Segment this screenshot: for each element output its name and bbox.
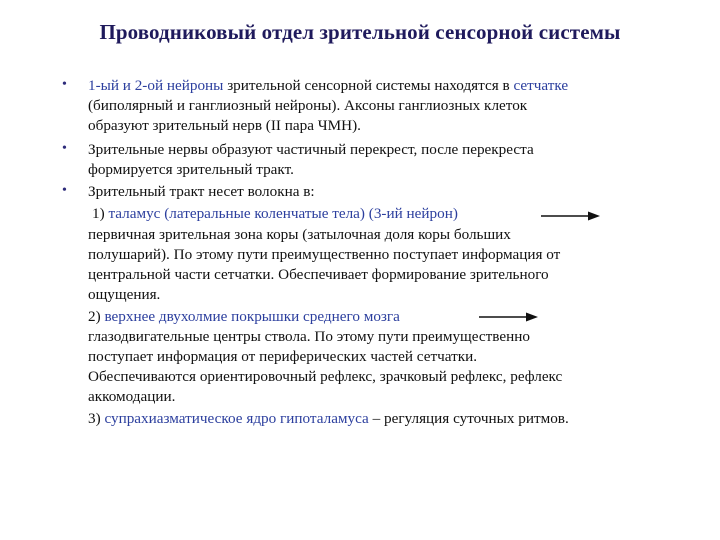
item-1-line-4: центральной части сетчатки. Обеспечивает формирование зрительного bbox=[88, 266, 549, 283]
bullet-1-line-3: образуют зрительный нерв (II пара ЧМН). bbox=[88, 117, 361, 134]
item-1-line-5: ощущения. bbox=[88, 286, 161, 303]
bullet-2-line-2: формируется зрительный тракт. bbox=[88, 161, 294, 178]
item-2-line-5: аккомодации. bbox=[88, 388, 176, 405]
bullet-1-line-1 bbox=[88, 76, 568, 95]
highlight-thalamus: таламус (латеральные коленчатые тела) (3-ий нейрон) bbox=[108, 205, 458, 222]
bullet-1-line-2: (биполярный и ганглиозный нейроны). Аксоны ганглиозных клеток bbox=[88, 97, 528, 114]
bullet-marker: • bbox=[62, 77, 67, 92]
arrow-right-icon bbox=[540, 209, 602, 223]
text-segment: зрительной сенсорной системы находятся в bbox=[223, 77, 514, 94]
item-2-line-1 bbox=[88, 307, 400, 326]
item-2-number: 2) bbox=[88, 308, 105, 325]
item-1-line-3: полушарий). По этому пути преимущественно поступает информация от bbox=[88, 246, 561, 263]
item-2-line-3: поступает информация от периферических частей сетчатки. bbox=[88, 348, 478, 365]
highlight-retina: сетчатке bbox=[513, 77, 569, 94]
slide-title: Проводниковый отдел зрительной сенсорной системы bbox=[99, 20, 621, 44]
bullet-2-line-1: Зрительные нервы образуют частичный перекрест, после перекреста bbox=[88, 141, 534, 158]
item-3-line-1 bbox=[88, 409, 569, 428]
bullet-marker: • bbox=[62, 141, 67, 156]
highlight-neurons: 1-ый и 2-ой нейроны bbox=[88, 77, 224, 94]
bullet-3-line-1: Зрительный тракт несет волокна в: bbox=[88, 183, 315, 200]
highlight-suprachiasmatic-nucleus: супрахиазматическое ядро гипоталамуса bbox=[104, 410, 369, 427]
text-segment: – регуляция суточных ритмов. bbox=[368, 410, 569, 427]
item-1-line-2: первичная зрительная зона коры (затылочная доля коры больших bbox=[88, 226, 511, 243]
item-2-line-4: Обеспечиваются ориентировочный рефлекс, зрачковый рефлекс, рефлекс bbox=[88, 368, 563, 385]
item-3-number: 3) bbox=[88, 410, 105, 427]
item-2-line-2: глазодвигательные центры ствола. По этому пути преимущественно bbox=[88, 328, 530, 345]
highlight-superior-colliculus: верхнее двухолмие покрышки среднего мозга bbox=[104, 308, 400, 325]
bullet-marker: • bbox=[62, 183, 67, 198]
item-1-line-1 bbox=[92, 204, 458, 223]
item-1-number: 1) bbox=[92, 205, 109, 222]
arrow-right-icon bbox=[478, 310, 540, 324]
